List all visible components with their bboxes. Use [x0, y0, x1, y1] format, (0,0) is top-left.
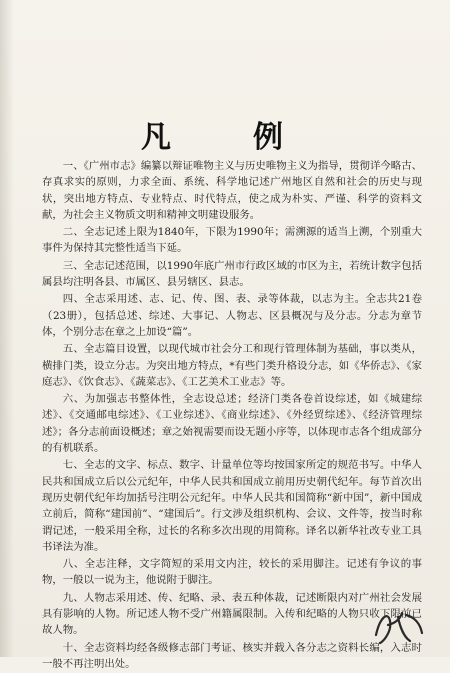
paragraph-4: 四、全志采用述、志、记、传、图、表、录等体裁，以志为主。全志共21卷（23册），包括总述、综述、大事记、人物志、区县概况与及分志。分志为章节体，个别分志在章之上加设“篇”。: [42, 293, 422, 338]
paragraph-8: 八、全志注释，文字简短的采用文内注，较长的采用脚注。记述有争议的事物，一般以一说为主，他说附于脚注。: [42, 558, 422, 587]
paragraph-2: 二、全志记述上限为1840年，下限为1990年；需溯源的适当上溯，个别重大事件为保持其完整性适当下延。: [42, 226, 422, 255]
page-title: 凡 例: [141, 120, 309, 155]
paragraph-5: 五、全志篇目设置，以现代城市社会分工和现行管理体制为基础，事以类从，横排门类，设立分志。为突出地方特点，*有些门类升格设分志，如《华侨志》、《家庭志》、《饮食志》、《蔬菜志》、《工艺美术工业志》等。: [42, 343, 422, 388]
body-text: [42, 158, 422, 673]
handwritten-mark: [370, 605, 428, 649]
paragraph-7: 七、全志的文字、标点、数字、计量单位等均按国家所定的规范书写。中华人民共和国成立后以公元纪年，中华人民共和国成立前用历史朝代纪年。每节首次出现历史朝代纪年均加括号注明公元纪年。中华人民共和国简称“新中国”，新中国成立前后，简称“建国前”、“建国后”。行文涉及组织机构、会议、文件等，按当时称谓记述，一般采用全称，过长的名称多次出现的用简称。译名以新华社改专业工具书译法为准。: [42, 459, 422, 553]
paragraph-3: 三、全志记述范围，以1990年底广州市行政区域的市区为主，若统计数字包括属县均注明各县、市属区、县另辖区、县志。: [42, 259, 422, 289]
scan-edge-shadow: [0, 0, 14, 657]
paragraph-1: 一、《广州市志》编纂以辩证唯物主义与历史唯物主义为指导，贯彻详今略古、存真求实的原则，力求全面、系统、科学地记述广州地区自然和社会的历史与现状，突出地方特点、专业特点、时代特点，使之成为朴实、严谨、科学的资料文献，为社会主义物质文明和精神文明建设服务。: [42, 160, 422, 221]
paragraph-6: 六、为加强志书整体性，全志设总述；经济门类各卷首设综述，如《城建综述》、《交通邮电综述》、《工业综述》、《商业综述》、《外经贸综述》、《经济管理综述》；各分志前面设概述；章之始视需要而设无题小序等，以体现市志各个组成部分的有机联系。: [42, 393, 422, 455]
paragraph-9: 九、人物志采用述、传、纪略、录、表五种体裁，记述断限内对广州社会发展具有影响的人物。所记述人物不受广州籍属限制。入传和纪略的人物只收下限前已故人物。: [42, 591, 422, 637]
paragraph-10: 十、全志资料均经各级修志部门考证、核实并载入各分志之资料长编，入志时一般不再注明出处。: [42, 641, 422, 670]
